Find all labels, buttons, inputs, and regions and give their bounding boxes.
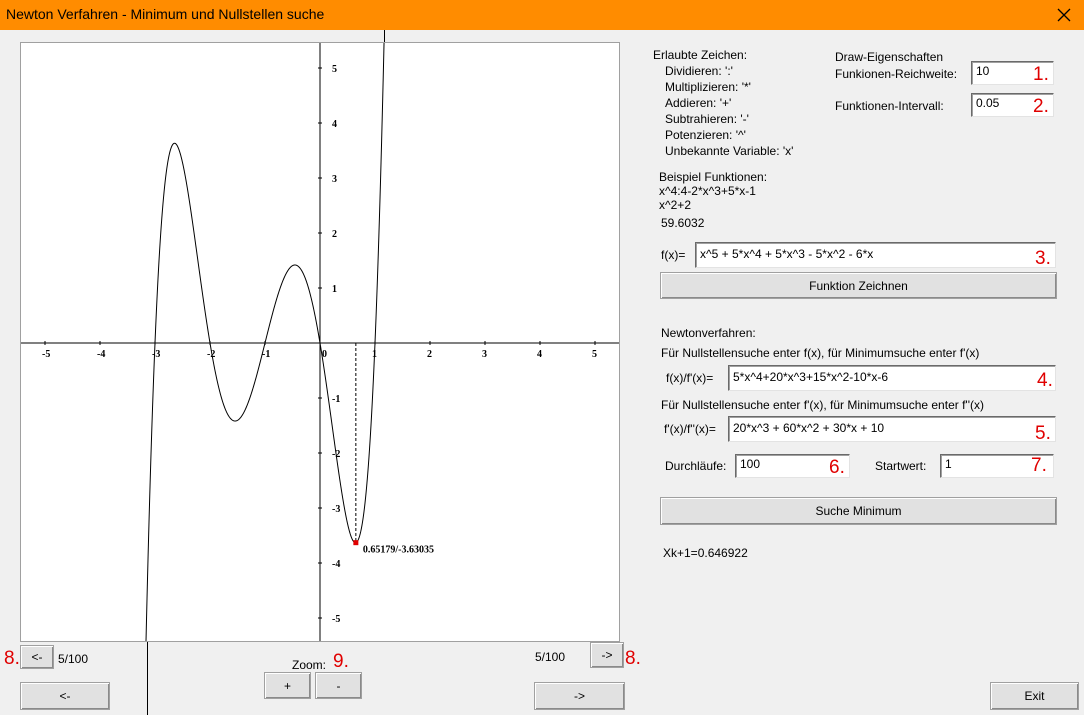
close-button[interactable]: [1044, 0, 1084, 30]
allowed-item: Dividieren: ':': [665, 64, 733, 78]
x-tick-label: 2: [427, 349, 432, 360]
marker-8-right: 8.: [625, 648, 641, 669]
function-curve: [133, 43, 397, 641]
zoom-in-button[interactable]: +: [264, 672, 311, 699]
allowed-heading: Erlaubte Zeichen:: [653, 48, 748, 62]
x-tick-label: 0: [322, 349, 327, 360]
fx-input[interactable]: x^5 + 5*x^4 + 5*x^3 - 5*x^2 - 6*x: [695, 242, 1056, 268]
allowed-item: Subtrahieren: '-': [665, 112, 749, 126]
prev-small-button[interactable]: <-: [20, 645, 54, 669]
marker-7: 7.: [1031, 455, 1047, 476]
x-tick-label: 3: [482, 349, 487, 360]
zoom-out-button[interactable]: -: [315, 672, 362, 699]
newton-hint-2: Für Nullstellensuche enter f'(x), für Minimumsuche enter f''(x): [661, 398, 984, 412]
y-tick-label: -4: [332, 559, 341, 570]
y-tick-label: -3: [332, 504, 341, 515]
range-label: Funkionen-Reichweite:: [835, 67, 958, 81]
y-tick-label: 1: [332, 284, 337, 295]
marker-8-left: 8.: [4, 648, 20, 669]
x-tick-label: -4: [97, 349, 106, 360]
example-value: 59.6032: [661, 216, 705, 230]
curve-overflow-line: [147, 642, 148, 715]
window-title: Newton Verfahren - Minimum und Nullstellen suche: [6, 6, 325, 22]
newton-heading: Newtonverfahren:: [661, 326, 756, 340]
right-page-indicator: 5/100: [535, 650, 566, 664]
zoom-label: Zoom:: [292, 658, 327, 672]
newton-hint-1: Für Nullstellensuche enter f(x), für Minimumsuche enter f'(x): [661, 346, 980, 360]
interval-label: Funktionen-Intervall:: [835, 99, 944, 113]
allowed-item: Addieren: '+': [665, 96, 732, 110]
draw-props-heading: Draw-Eigenschaften: [835, 50, 944, 64]
x-tick-label: -2: [207, 349, 216, 360]
y-tick-label: 3: [332, 174, 337, 185]
title-bar: [0, 0, 1084, 30]
x-tick-label: -3: [152, 349, 161, 360]
dfx-ddfx-input[interactable]: 20*x^3 + 60*x^2 + 30*x + 10: [728, 416, 1056, 442]
draw-function-button[interactable]: Funktion Zeichnen: [660, 272, 1057, 299]
fx-dfx-label: f(x)/f'(x)=: [666, 371, 714, 385]
marker-4: 4.: [1037, 370, 1053, 391]
allowed-item: Potenzieren: '^': [665, 128, 746, 142]
y-tick-label: 4: [332, 119, 337, 130]
example-1: x^4:4-2*x^3+5*x-1: [659, 184, 756, 198]
fx-label: f(x)=: [661, 248, 686, 262]
marker-1: 1.: [1033, 64, 1049, 85]
next-big-button[interactable]: ->: [534, 682, 625, 710]
x-tick-label: -1: [262, 349, 271, 360]
marker-9: 9.: [333, 651, 349, 672]
runs-label: Durchläufe:: [665, 459, 727, 473]
y-tick-label: -1: [332, 394, 341, 405]
marker-6: 6.: [829, 457, 845, 478]
exit-button[interactable]: Exit: [990, 682, 1079, 710]
y-tick-label: -5: [332, 614, 341, 625]
x-tick-label: -5: [42, 349, 51, 360]
runs-input[interactable]: 100: [735, 454, 850, 478]
minimum-point: [353, 540, 358, 545]
y-tick-label: 2: [332, 229, 337, 240]
prev-big-button[interactable]: <-: [20, 682, 110, 710]
allowed-item: Unbekannte Variable: 'x': [665, 144, 794, 158]
x-tick-label: 1: [372, 349, 377, 360]
search-minimum-button[interactable]: Suche Minimum: [660, 497, 1057, 525]
range-input[interactable]: 10: [971, 61, 1054, 85]
marker-2: 2.: [1033, 96, 1049, 117]
plot-area: [20, 42, 620, 642]
close-icon: [1057, 8, 1071, 22]
next-small-button[interactable]: ->: [590, 642, 624, 668]
y-tick-label: 5: [332, 64, 337, 75]
start-label: Startwert:: [875, 459, 927, 473]
curve-overflow-line-top: [384, 30, 385, 42]
interval-input[interactable]: 0.05: [971, 93, 1054, 117]
example-2: x^2+2: [659, 198, 691, 212]
allowed-item: Multiplizieren: '*': [665, 80, 751, 94]
examples-heading: Beispiel Funktionen:: [659, 170, 768, 184]
dfx-ddfx-label: f'(x)/f''(x)=: [664, 422, 716, 436]
y-tick-label: -2: [332, 449, 341, 460]
minimum-label: 0.65179/-3.63035: [362, 544, 434, 556]
fx-dfx-input[interactable]: 5*x^4+20*x^3+15*x^2-10*x-6: [728, 365, 1056, 391]
newton-result: Xk+1=0.646922: [663, 546, 748, 560]
marker-5: 5.: [1035, 423, 1051, 444]
function-plot: [21, 43, 619, 641]
marker-3: 3.: [1035, 248, 1051, 269]
x-tick-label: 5: [592, 349, 597, 360]
x-tick-label: 4: [537, 349, 542, 360]
start-input[interactable]: 1: [940, 454, 1054, 478]
left-page-indicator: 5/100: [58, 652, 89, 666]
